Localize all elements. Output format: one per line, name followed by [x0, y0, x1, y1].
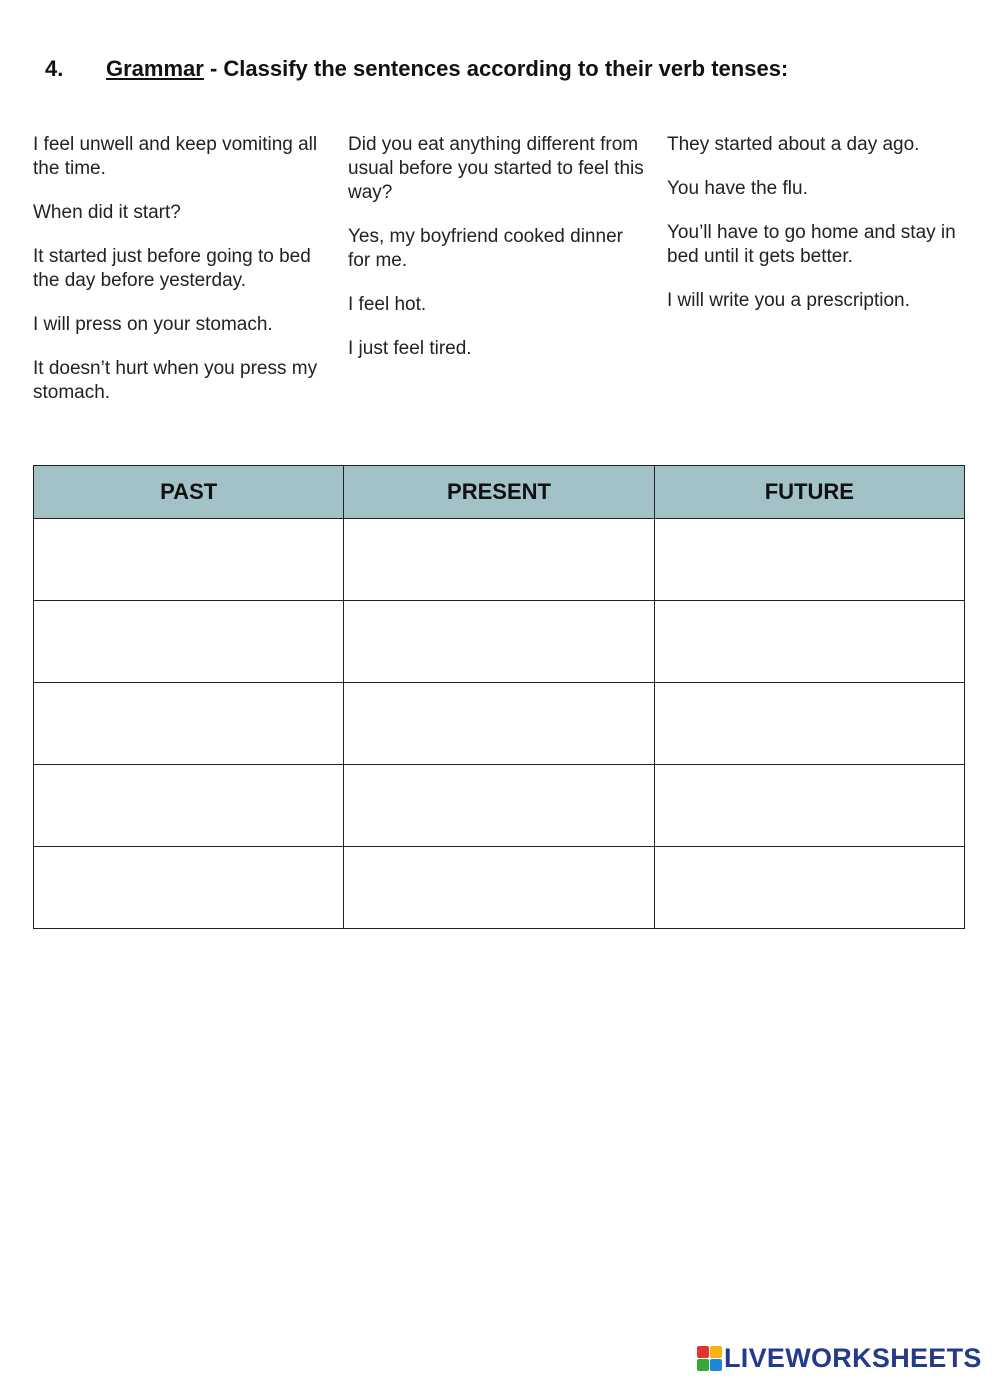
sentence: You’ll have to go home and stay in bed until it gets better. — [667, 222, 956, 267]
sentence: It started just before going to bed the day before yesterday. — [33, 246, 311, 291]
sentence: I will write you a prescription. — [667, 290, 910, 311]
header-past: PAST — [34, 466, 344, 519]
header-future: FUTURE — [654, 466, 964, 519]
drop-cell-past[interactable] — [34, 519, 344, 601]
sentence: I feel hot. — [348, 294, 427, 315]
table-row — [34, 847, 965, 929]
tense-classification-table — [33, 465, 965, 929]
logo-text: LIVEWORKSHEETS — [724, 1343, 982, 1373]
drop-cell-future[interactable] — [654, 847, 964, 929]
sentence: Yes, my boyfriend cooked dinner for me. — [348, 226, 623, 271]
drop-cell-present[interactable] — [344, 847, 654, 929]
sentence: I will press on your stomach. — [33, 314, 273, 335]
sentence-column-2 — [348, 133, 648, 381]
sentence-column-3 — [667, 133, 967, 333]
drop-cell-past[interactable] — [34, 765, 344, 847]
sentence: It doesn’t hurt when you press my stomach. — [33, 358, 318, 403]
drop-cell-present[interactable] — [344, 765, 654, 847]
drop-cell-past[interactable] — [34, 601, 344, 683]
section-instruction: - Classify the sentences according to their verb tenses: — [203, 56, 789, 81]
sentence: Did you eat anything different from usual before you started to feel this way? — [348, 134, 644, 203]
drop-cell-past[interactable] — [34, 847, 344, 929]
table-header-row — [34, 466, 965, 519]
drop-cell-future[interactable] — [654, 601, 964, 683]
drop-cell-present[interactable] — [344, 683, 654, 765]
table-row — [34, 519, 965, 601]
sentence: I just feel tired. — [348, 338, 472, 359]
table-row — [34, 683, 965, 765]
drop-cell-future[interactable] — [654, 683, 964, 765]
section-number: 4. — [45, 56, 64, 81]
section-keyword: Grammar — [106, 56, 204, 81]
drop-cell-future[interactable] — [654, 765, 964, 847]
drop-cell-future[interactable] — [654, 519, 964, 601]
sentence: I feel unwell and keep vomiting all the time. — [33, 134, 318, 179]
drop-cell-past[interactable] — [34, 683, 344, 765]
section-heading — [45, 56, 788, 82]
sentence: You have the flu. — [667, 178, 808, 199]
sentence: When did it start? — [33, 202, 181, 223]
liveworksheets-logo[interactable] — [697, 1344, 982, 1372]
drop-cell-present[interactable] — [344, 601, 654, 683]
liveworksheets-logo-icon — [697, 1346, 721, 1370]
table-row — [34, 601, 965, 683]
header-present: PRESENT — [344, 466, 654, 519]
sentence-column-1 — [33, 133, 323, 425]
drop-cell-present[interactable] — [344, 519, 654, 601]
table-row — [34, 765, 965, 847]
sentence: They started about a day ago. — [667, 134, 920, 155]
